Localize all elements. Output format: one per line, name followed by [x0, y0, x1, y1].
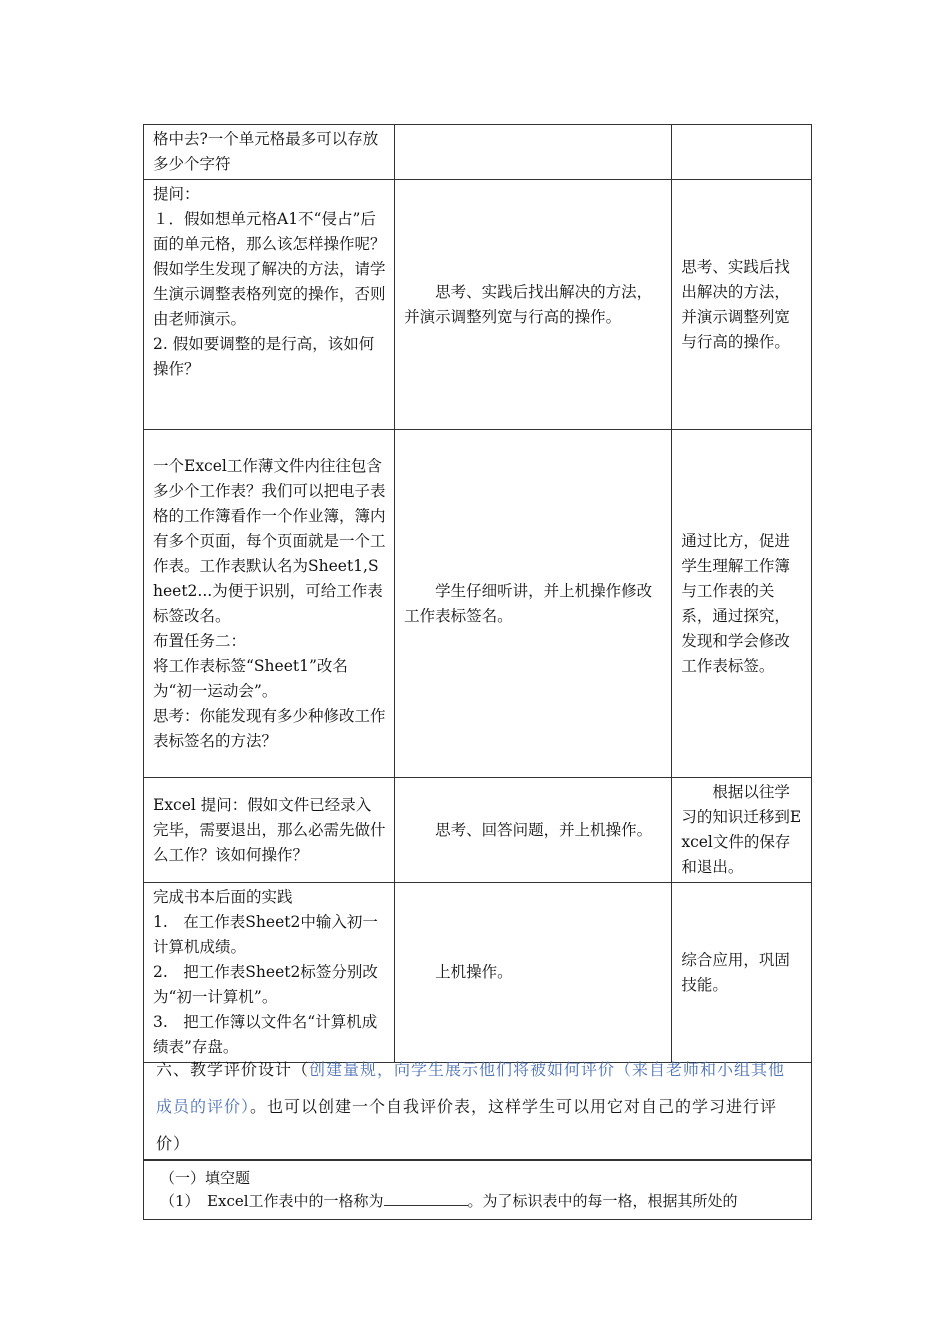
evaluation-rest-text: 。也可以创建一个自我评价表，这样学生可以用它对自己的学习进行评价）	[156, 1097, 778, 1153]
teacher-text: 3. 把工作簿以文件名“计算机成绩表”存盘。	[153, 1013, 378, 1056]
question-prefix: （1） Excel工作表中的一格称为	[160, 1192, 384, 1210]
student-activity-cell	[395, 778, 672, 883]
teacher-text: 格中去?一个单元格最多可以存放多少个字符	[153, 130, 379, 173]
design-intent-cell	[672, 883, 812, 1063]
exercise-question	[160, 1190, 801, 1213]
teacher-text: 提问：	[153, 185, 200, 203]
teacher-text: 2. 假如要调整的是行高，该如何操作？	[153, 335, 375, 378]
evaluation-heading: 六、教学评价设计（	[156, 1060, 310, 1079]
student-activity-cell	[395, 125, 672, 180]
teacher-text: Excel 提问：假如文件已经录入完毕，需要退出，那么必需先做什么工作？该如何操作？	[153, 795, 386, 864]
table-row	[144, 430, 812, 778]
student-text: 思考、实践后找出解决的方法，并演示调整列宽与行高的操作。	[404, 282, 653, 326]
teacher-text: 思考：你能发现有多少种修改工作表标签名的方法？	[153, 706, 386, 750]
question-suffix: 。为了标识表中的每一格，根据其所处的	[467, 1192, 738, 1210]
table-row	[144, 125, 812, 180]
teacher-activity-cell	[144, 778, 395, 883]
student-activity-cell	[395, 180, 672, 430]
teacher-activity-cell	[144, 180, 395, 430]
evaluation-section	[143, 1045, 812, 1160]
teacher-activity-cell	[144, 883, 395, 1063]
teacher-text: 布置任务二：	[153, 631, 247, 650]
teacher-activity-cell	[144, 430, 395, 778]
design-intent-cell	[672, 778, 812, 883]
lesson-table	[143, 124, 812, 1063]
teacher-text: 假如学生发现了解决的方法，请学生演示调整表格列宽的操作，否则由老师演示。	[153, 260, 386, 328]
teacher-activity-cell	[144, 125, 395, 180]
evaluation-show-text: 向学生展示他们将被如何评价（来自老师和小组其他成员的评价）	[156, 1060, 786, 1116]
intent-text: 通过比方，促进学生理解工作簿与工作表的关系，通过探究，发现和学会修改工作表标签。	[681, 531, 790, 675]
teacher-text: 一个Excel工作薄文件内往往包含多少个工作表？我们可以把电子表格的工作簿看作一个作业簿，簿内有多个页面，每个页面就是一个工作表。工作表默认名为Sheet1,Sheet2...为便于识别，可给工作表标签改名。	[153, 456, 386, 625]
answer-blank	[384, 1191, 468, 1206]
student-text: 思考、回答问题，并上机操作。	[435, 820, 653, 839]
design-intent-cell	[672, 125, 812, 180]
table-row	[144, 883, 812, 1063]
student-text: 上机操作。	[435, 963, 513, 981]
evaluation-rubric-text: 创建量规，	[309, 1060, 395, 1079]
teacher-text: 完成书本后面的实践	[153, 888, 293, 906]
table-row	[144, 778, 812, 883]
student-text: 学生仔细听讲，并上机操作修改工作表标签名。	[404, 581, 653, 625]
intent-text: 综合应用，巩固技能。	[681, 950, 790, 994]
intent-text: 根据以往学习的知识迁移到Excel文件的保存和退出。	[681, 783, 802, 876]
exercise-title: （一）填空题	[160, 1169, 251, 1187]
teacher-text: 1. 在工作表Sheet2中输入初一计算机成绩。	[153, 913, 378, 956]
student-activity-cell	[395, 883, 672, 1063]
teacher-text: 将工作表标签“Sheet1”改名为“初一运动会”。	[153, 656, 348, 700]
student-activity-cell	[395, 430, 672, 778]
teacher-text: 2. 把工作表Sheet2标签分别改为“初一计算机”。	[153, 963, 378, 1006]
table-row	[144, 180, 812, 430]
design-intent-cell	[672, 180, 812, 430]
teacher-text: １．假如想单元格A1不“侵占”后面的单元格，那么该怎样操作呢？	[153, 210, 386, 253]
design-intent-cell	[672, 430, 812, 778]
intent-text: 思考、实践后找出解决的方法，并演示调整列宽与行高的操作。	[681, 257, 790, 351]
exercise-section	[143, 1160, 812, 1220]
